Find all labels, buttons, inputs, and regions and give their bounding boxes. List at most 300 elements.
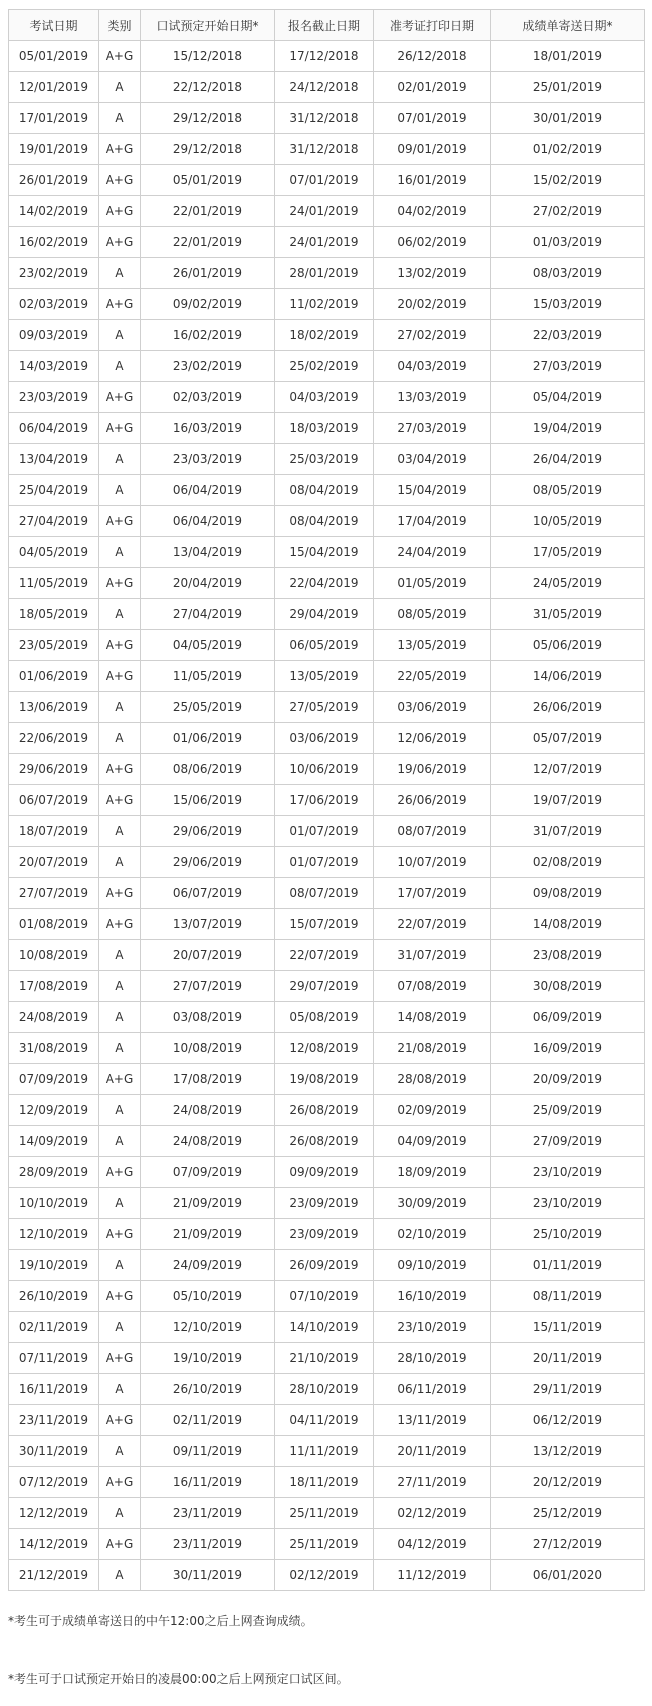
- print-date-cell: 17/04/2019: [374, 506, 491, 537]
- exam-date-cell: 12/01/2019: [9, 72, 99, 103]
- transcript-date-cell: 01/03/2019: [491, 227, 645, 258]
- deadline-cell: 25/03/2019: [275, 444, 374, 475]
- category-cell: A: [99, 475, 141, 506]
- print-date-cell: 13/05/2019: [374, 630, 491, 661]
- table-row: [9, 1498, 645, 1529]
- table-row: [9, 909, 645, 940]
- deadline-cell: 09/09/2019: [275, 1157, 374, 1188]
- deadline-cell: 24/12/2018: [275, 72, 374, 103]
- table-row: [9, 1529, 645, 1560]
- print-date-cell: 19/06/2019: [374, 754, 491, 785]
- deadline-cell: 15/07/2019: [275, 909, 374, 940]
- category-cell: A: [99, 1033, 141, 1064]
- table-row: [9, 506, 645, 537]
- speaking-start-cell: 11/05/2019: [141, 661, 275, 692]
- deadline-cell: 31/12/2018: [275, 103, 374, 134]
- footnote-score-query: *考生可于成绩单寄送日的中午12:00之后上网查询成绩。: [8, 1614, 313, 1628]
- exam-date-cell: 25/04/2019: [9, 475, 99, 506]
- category-cell: A+G: [99, 909, 141, 940]
- speaking-start-cell: 08/06/2019: [141, 754, 275, 785]
- category-cell: A+G: [99, 630, 141, 661]
- category-cell: A: [99, 723, 141, 754]
- print-date-cell: 02/10/2019: [374, 1219, 491, 1250]
- exam-date-cell: 07/09/2019: [9, 1064, 99, 1095]
- table-row: [9, 1126, 645, 1157]
- table-row: [9, 1405, 645, 1436]
- transcript-date-cell: 08/11/2019: [491, 1281, 645, 1312]
- speaking-start-cell: 24/08/2019: [141, 1095, 275, 1126]
- print-date-cell: 12/06/2019: [374, 723, 491, 754]
- print-date-cell: 11/12/2019: [374, 1560, 491, 1591]
- transcript-date-cell: 26/04/2019: [491, 444, 645, 475]
- print-date-cell: 06/11/2019: [374, 1374, 491, 1405]
- transcript-date-cell: 19/04/2019: [491, 413, 645, 444]
- table-row: [9, 568, 645, 599]
- exam-date-cell: 14/12/2019: [9, 1529, 99, 1560]
- transcript-date-cell: 01/11/2019: [491, 1250, 645, 1281]
- print-date-cell: 18/09/2019: [374, 1157, 491, 1188]
- table-row: [9, 413, 645, 444]
- exam-date-cell: 21/12/2019: [9, 1560, 99, 1591]
- print-date-cell: 09/10/2019: [374, 1250, 491, 1281]
- table-row: [9, 723, 645, 754]
- print-date-cell: 24/04/2019: [374, 537, 491, 568]
- deadline-cell: 08/04/2019: [275, 506, 374, 537]
- transcript-date-cell: 15/03/2019: [491, 289, 645, 320]
- table-row: [9, 196, 645, 227]
- exam-date-cell: 18/07/2019: [9, 816, 99, 847]
- speaking-start-cell: 21/09/2019: [141, 1219, 275, 1250]
- deadline-cell: 07/01/2019: [275, 165, 374, 196]
- table-row: [9, 1343, 645, 1374]
- category-cell: A+G: [99, 413, 141, 444]
- category-cell: A: [99, 847, 141, 878]
- print-date-cell: 10/07/2019: [374, 847, 491, 878]
- category-cell: A+G: [99, 568, 141, 599]
- print-date-cell: 17/07/2019: [374, 878, 491, 909]
- category-cell: A: [99, 1312, 141, 1343]
- deadline-cell: 01/07/2019: [275, 847, 374, 878]
- speaking-start-cell: 26/01/2019: [141, 258, 275, 289]
- exam-date-cell: 23/11/2019: [9, 1405, 99, 1436]
- speaking-start-cell: 01/06/2019: [141, 723, 275, 754]
- table-row: [9, 134, 645, 165]
- category-cell: A: [99, 444, 141, 475]
- deadline-cell: 05/08/2019: [275, 1002, 374, 1033]
- transcript-date-cell: 30/08/2019: [491, 971, 645, 1002]
- exam-date-cell: 05/01/2019: [9, 41, 99, 72]
- transcript-date-cell: 06/09/2019: [491, 1002, 645, 1033]
- exam-date-cell: 23/05/2019: [9, 630, 99, 661]
- transcript-date-cell: 29/11/2019: [491, 1374, 645, 1405]
- speaking-start-cell: 22/01/2019: [141, 196, 275, 227]
- print-date-cell: 27/02/2019: [374, 320, 491, 351]
- print-date-cell: 02/12/2019: [374, 1498, 491, 1529]
- deadline-cell: 17/12/2018: [275, 41, 374, 72]
- deadline-cell: 27/05/2019: [275, 692, 374, 723]
- deadline-cell: 04/11/2019: [275, 1405, 374, 1436]
- transcript-date-cell: 25/10/2019: [491, 1219, 645, 1250]
- deadline-cell: 10/06/2019: [275, 754, 374, 785]
- speaking-start-cell: 23/11/2019: [141, 1529, 275, 1560]
- transcript-date-cell: 22/03/2019: [491, 320, 645, 351]
- table-row: [9, 1467, 645, 1498]
- print-date-cell: 02/09/2019: [374, 1095, 491, 1126]
- exam-date-cell: 31/08/2019: [9, 1033, 99, 1064]
- transcript-date-cell: 12/07/2019: [491, 754, 645, 785]
- exam-date-cell: 19/01/2019: [9, 134, 99, 165]
- exam-date-cell: 20/07/2019: [9, 847, 99, 878]
- deadline-cell: 19/08/2019: [275, 1064, 374, 1095]
- transcript-date-cell: 13/12/2019: [491, 1436, 645, 1467]
- print-date-cell: 04/09/2019: [374, 1126, 491, 1157]
- transcript-date-cell: 15/11/2019: [491, 1312, 645, 1343]
- deadline-cell: 22/07/2019: [275, 940, 374, 971]
- exam-date-cell: 18/05/2019: [9, 599, 99, 630]
- transcript-date-cell: 27/12/2019: [491, 1529, 645, 1560]
- category-cell: A: [99, 1126, 141, 1157]
- deadline-cell: 13/05/2019: [275, 661, 374, 692]
- header-speaking-booking-start: 口试预定开始日期*: [141, 10, 275, 41]
- speaking-start-cell: 09/11/2019: [141, 1436, 275, 1467]
- transcript-date-cell: 14/06/2019: [491, 661, 645, 692]
- category-cell: A+G: [99, 1064, 141, 1095]
- speaking-start-cell: 23/02/2019: [141, 351, 275, 382]
- print-date-cell: 31/07/2019: [374, 940, 491, 971]
- header-transcript-send-date: 成绩单寄送日期*: [491, 10, 645, 41]
- speaking-start-cell: 22/12/2018: [141, 72, 275, 103]
- transcript-date-cell: 05/07/2019: [491, 723, 645, 754]
- exam-date-cell: 16/11/2019: [9, 1374, 99, 1405]
- deadline-cell: 15/04/2019: [275, 537, 374, 568]
- category-cell: A: [99, 971, 141, 1002]
- print-date-cell: 14/08/2019: [374, 1002, 491, 1033]
- speaking-start-cell: 06/07/2019: [141, 878, 275, 909]
- speaking-start-cell: 22/01/2019: [141, 227, 275, 258]
- speaking-start-cell: 20/04/2019: [141, 568, 275, 599]
- exam-date-cell: 23/03/2019: [9, 382, 99, 413]
- transcript-date-cell: 31/05/2019: [491, 599, 645, 630]
- transcript-date-cell: 20/11/2019: [491, 1343, 645, 1374]
- exam-date-cell: 12/10/2019: [9, 1219, 99, 1250]
- print-date-cell: 08/07/2019: [374, 816, 491, 847]
- deadline-cell: 25/02/2019: [275, 351, 374, 382]
- speaking-start-cell: 13/04/2019: [141, 537, 275, 568]
- table-row: [9, 878, 645, 909]
- table-row: [9, 351, 645, 382]
- transcript-date-cell: 25/01/2019: [491, 72, 645, 103]
- print-date-cell: 06/02/2019: [374, 227, 491, 258]
- deadline-cell: 18/11/2019: [275, 1467, 374, 1498]
- speaking-start-cell: 21/09/2019: [141, 1188, 275, 1219]
- deadline-cell: 03/06/2019: [275, 723, 374, 754]
- speaking-start-cell: 20/07/2019: [141, 940, 275, 971]
- category-cell: A: [99, 351, 141, 382]
- transcript-date-cell: 19/07/2019: [491, 785, 645, 816]
- transcript-date-cell: 25/12/2019: [491, 1498, 645, 1529]
- speaking-start-cell: 16/03/2019: [141, 413, 275, 444]
- exam-date-cell: 02/11/2019: [9, 1312, 99, 1343]
- table-row: [9, 1157, 645, 1188]
- exam-date-cell: 26/10/2019: [9, 1281, 99, 1312]
- table-row: [9, 1064, 645, 1095]
- header-registration-deadline: 报名截止日期: [275, 10, 374, 41]
- exam-date-cell: 16/02/2019: [9, 227, 99, 258]
- deadline-cell: 02/12/2019: [275, 1560, 374, 1591]
- print-date-cell: 20/11/2019: [374, 1436, 491, 1467]
- category-cell: A: [99, 1436, 141, 1467]
- speaking-start-cell: 05/01/2019: [141, 165, 275, 196]
- deadline-cell: 08/04/2019: [275, 475, 374, 506]
- category-cell: A+G: [99, 1343, 141, 1374]
- exam-date-cell: 02/03/2019: [9, 289, 99, 320]
- category-cell: A: [99, 1250, 141, 1281]
- speaking-start-cell: 29/06/2019: [141, 816, 275, 847]
- speaking-start-cell: 29/06/2019: [141, 847, 275, 878]
- exam-schedule-table: [8, 9, 645, 1591]
- table-row: [9, 1095, 645, 1126]
- deadline-cell: 28/10/2019: [275, 1374, 374, 1405]
- deadline-cell: 22/04/2019: [275, 568, 374, 599]
- print-date-cell: 26/06/2019: [374, 785, 491, 816]
- transcript-date-cell: 31/07/2019: [491, 816, 645, 847]
- exam-date-cell: 01/06/2019: [9, 661, 99, 692]
- deadline-cell: 17/06/2019: [275, 785, 374, 816]
- deadline-cell: 24/01/2019: [275, 227, 374, 258]
- exam-date-cell: 14/02/2019: [9, 196, 99, 227]
- category-cell: A: [99, 72, 141, 103]
- table-row: [9, 165, 645, 196]
- footnote-speaking-booking: *考生可于口试预定开始日的凌晨00:00之后上网预定口试区间。: [8, 1672, 349, 1686]
- transcript-date-cell: 10/05/2019: [491, 506, 645, 537]
- category-cell: A+G: [99, 1529, 141, 1560]
- deadline-cell: 29/04/2019: [275, 599, 374, 630]
- category-cell: A+G: [99, 661, 141, 692]
- deadline-cell: 08/07/2019: [275, 878, 374, 909]
- table-row: [9, 971, 645, 1002]
- print-date-cell: 27/11/2019: [374, 1467, 491, 1498]
- transcript-date-cell: 06/01/2020: [491, 1560, 645, 1591]
- deadline-cell: 12/08/2019: [275, 1033, 374, 1064]
- speaking-start-cell: 03/08/2019: [141, 1002, 275, 1033]
- category-cell: A: [99, 1498, 141, 1529]
- deadline-cell: 04/03/2019: [275, 382, 374, 413]
- speaking-start-cell: 13/07/2019: [141, 909, 275, 940]
- deadline-cell: 24/01/2019: [275, 196, 374, 227]
- transcript-date-cell: 27/03/2019: [491, 351, 645, 382]
- category-cell: A+G: [99, 196, 141, 227]
- transcript-date-cell: 08/05/2019: [491, 475, 645, 506]
- exam-date-cell: 07/12/2019: [9, 1467, 99, 1498]
- speaking-start-cell: 27/04/2019: [141, 599, 275, 630]
- table-row: [9, 103, 645, 134]
- table-row: [9, 630, 645, 661]
- transcript-date-cell: 20/12/2019: [491, 1467, 645, 1498]
- print-date-cell: 28/10/2019: [374, 1343, 491, 1374]
- table-row: [9, 816, 645, 847]
- table-row: [9, 444, 645, 475]
- exam-date-cell: 26/01/2019: [9, 165, 99, 196]
- category-cell: A+G: [99, 1219, 141, 1250]
- print-date-cell: 09/01/2019: [374, 134, 491, 165]
- transcript-date-cell: 16/09/2019: [491, 1033, 645, 1064]
- category-cell: A: [99, 816, 141, 847]
- exam-date-cell: 13/04/2019: [9, 444, 99, 475]
- speaking-start-cell: 09/02/2019: [141, 289, 275, 320]
- print-date-cell: 22/07/2019: [374, 909, 491, 940]
- deadline-cell: 18/03/2019: [275, 413, 374, 444]
- deadline-cell: 28/01/2019: [275, 258, 374, 289]
- category-cell: A: [99, 1188, 141, 1219]
- print-date-cell: 23/10/2019: [374, 1312, 491, 1343]
- speaking-start-cell: 29/12/2018: [141, 103, 275, 134]
- deadline-cell: 07/10/2019: [275, 1281, 374, 1312]
- transcript-date-cell: 01/02/2019: [491, 134, 645, 165]
- speaking-start-cell: 16/02/2019: [141, 320, 275, 351]
- category-cell: A+G: [99, 1467, 141, 1498]
- category-cell: A: [99, 537, 141, 568]
- transcript-date-cell: 26/06/2019: [491, 692, 645, 723]
- speaking-start-cell: 02/03/2019: [141, 382, 275, 413]
- transcript-date-cell: 30/01/2019: [491, 103, 645, 134]
- transcript-date-cell: 17/05/2019: [491, 537, 645, 568]
- print-date-cell: 03/04/2019: [374, 444, 491, 475]
- category-cell: A: [99, 1095, 141, 1126]
- speaking-start-cell: 10/08/2019: [141, 1033, 275, 1064]
- print-date-cell: 16/01/2019: [374, 165, 491, 196]
- deadline-cell: 11/02/2019: [275, 289, 374, 320]
- category-cell: A: [99, 1002, 141, 1033]
- table-row: [9, 1250, 645, 1281]
- category-cell: A+G: [99, 165, 141, 196]
- speaking-start-cell: 30/11/2019: [141, 1560, 275, 1591]
- exam-date-cell: 27/04/2019: [9, 506, 99, 537]
- category-cell: A+G: [99, 134, 141, 165]
- print-date-cell: 28/08/2019: [374, 1064, 491, 1095]
- table-row: [9, 72, 645, 103]
- speaking-start-cell: 23/03/2019: [141, 444, 275, 475]
- exam-date-cell: 24/08/2019: [9, 1002, 99, 1033]
- exam-date-cell: 07/11/2019: [9, 1343, 99, 1374]
- category-cell: A: [99, 258, 141, 289]
- print-date-cell: 08/05/2019: [374, 599, 491, 630]
- print-date-cell: 27/03/2019: [374, 413, 491, 444]
- table-row: [9, 41, 645, 72]
- table-row: [9, 785, 645, 816]
- print-date-cell: 20/02/2019: [374, 289, 491, 320]
- table-row: [9, 320, 645, 351]
- table-header-row: [9, 10, 645, 41]
- deadline-cell: 11/11/2019: [275, 1436, 374, 1467]
- speaking-start-cell: 27/07/2019: [141, 971, 275, 1002]
- speaking-start-cell: 19/10/2019: [141, 1343, 275, 1374]
- print-date-cell: 22/05/2019: [374, 661, 491, 692]
- table-row: [9, 754, 645, 785]
- speaking-start-cell: 17/08/2019: [141, 1064, 275, 1095]
- print-date-cell: 04/12/2019: [374, 1529, 491, 1560]
- print-date-cell: 02/01/2019: [374, 72, 491, 103]
- speaking-start-cell: 16/11/2019: [141, 1467, 275, 1498]
- category-cell: A: [99, 1560, 141, 1591]
- category-cell: A: [99, 103, 141, 134]
- transcript-date-cell: 09/08/2019: [491, 878, 645, 909]
- print-date-cell: 03/06/2019: [374, 692, 491, 723]
- speaking-start-cell: 06/04/2019: [141, 475, 275, 506]
- exam-date-cell: 13/06/2019: [9, 692, 99, 723]
- transcript-date-cell: 23/08/2019: [491, 940, 645, 971]
- print-date-cell: 07/08/2019: [374, 971, 491, 1002]
- exam-date-cell: 06/04/2019: [9, 413, 99, 444]
- speaking-start-cell: 23/11/2019: [141, 1498, 275, 1529]
- category-cell: A: [99, 1374, 141, 1405]
- table-body: [9, 41, 645, 1591]
- print-date-cell: 07/01/2019: [374, 103, 491, 134]
- table-row: [9, 1374, 645, 1405]
- table-row: [9, 382, 645, 413]
- transcript-date-cell: 27/02/2019: [491, 196, 645, 227]
- exam-date-cell: 30/11/2019: [9, 1436, 99, 1467]
- deadline-cell: 31/12/2018: [275, 134, 374, 165]
- category-cell: A: [99, 599, 141, 630]
- transcript-date-cell: 02/08/2019: [491, 847, 645, 878]
- transcript-date-cell: 15/02/2019: [491, 165, 645, 196]
- speaking-start-cell: 07/09/2019: [141, 1157, 275, 1188]
- deadline-cell: 29/07/2019: [275, 971, 374, 1002]
- deadline-cell: 23/09/2019: [275, 1219, 374, 1250]
- exam-date-cell: 12/12/2019: [9, 1498, 99, 1529]
- transcript-date-cell: 14/08/2019: [491, 909, 645, 940]
- category-cell: A+G: [99, 382, 141, 413]
- speaking-start-cell: 29/12/2018: [141, 134, 275, 165]
- speaking-start-cell: 06/04/2019: [141, 506, 275, 537]
- table-row: [9, 1188, 645, 1219]
- speaking-start-cell: 24/09/2019: [141, 1250, 275, 1281]
- category-cell: A+G: [99, 227, 141, 258]
- speaking-start-cell: 25/05/2019: [141, 692, 275, 723]
- table-row: [9, 1560, 645, 1591]
- category-cell: A: [99, 692, 141, 723]
- table-row: [9, 599, 645, 630]
- table-row: [9, 289, 645, 320]
- table-row: [9, 1281, 645, 1312]
- deadline-cell: 14/10/2019: [275, 1312, 374, 1343]
- table-row: [9, 940, 645, 971]
- category-cell: A: [99, 940, 141, 971]
- deadline-cell: 06/05/2019: [275, 630, 374, 661]
- transcript-date-cell: 23/10/2019: [491, 1157, 645, 1188]
- category-cell: A+G: [99, 878, 141, 909]
- deadline-cell: 23/09/2019: [275, 1188, 374, 1219]
- print-date-cell: 30/09/2019: [374, 1188, 491, 1219]
- exam-date-cell: 17/08/2019: [9, 971, 99, 1002]
- table-row: [9, 227, 645, 258]
- header-category: 类别: [99, 10, 141, 41]
- deadline-cell: 18/02/2019: [275, 320, 374, 351]
- deadline-cell: 25/11/2019: [275, 1498, 374, 1529]
- table-row: [9, 258, 645, 289]
- table-row: [9, 1033, 645, 1064]
- speaking-start-cell: 15/12/2018: [141, 41, 275, 72]
- deadline-cell: 26/09/2019: [275, 1250, 374, 1281]
- transcript-date-cell: 27/09/2019: [491, 1126, 645, 1157]
- exam-date-cell: 14/03/2019: [9, 351, 99, 382]
- exam-date-cell: 17/01/2019: [9, 103, 99, 134]
- deadline-cell: 25/11/2019: [275, 1529, 374, 1560]
- print-date-cell: 16/10/2019: [374, 1281, 491, 1312]
- transcript-date-cell: 06/12/2019: [491, 1405, 645, 1436]
- deadline-cell: 01/07/2019: [275, 816, 374, 847]
- category-cell: A+G: [99, 289, 141, 320]
